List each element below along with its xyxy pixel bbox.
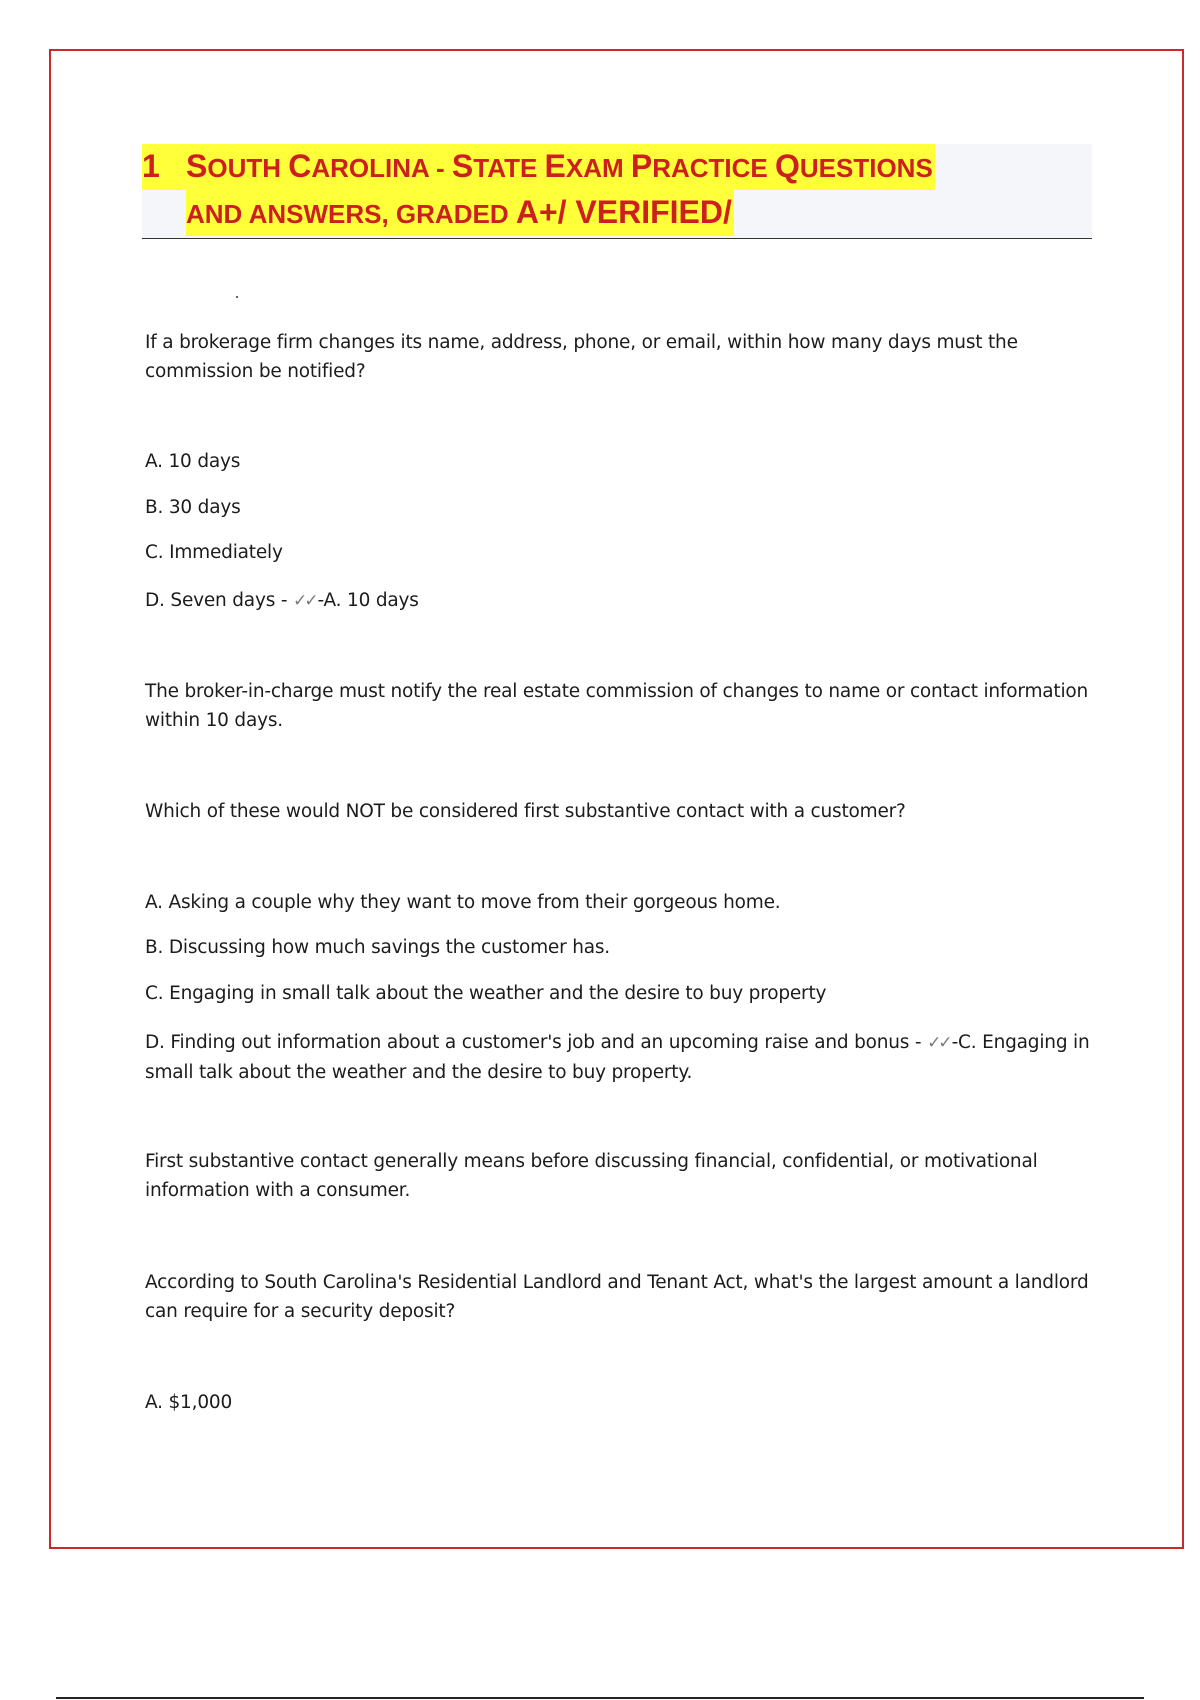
stray-dot xyxy=(236,296,238,298)
question-3: According to South Carolina's Residential Landlord and Tenant Act, what's the largest amount a landlord can require for a security deposit? xyxy=(145,1272,1089,1322)
title-line-2: AND ANSWERS, GRADED A+/ VERIFIED/ xyxy=(186,190,734,234)
q2-answer: -C. Engaging in small talk about the weather and the desire to buy property. xyxy=(145,1032,1090,1083)
double-check-icon: ✓✓ xyxy=(927,1033,950,1053)
q2-option-d: D. Finding out information about a customer's job and an upcoming raise and bonus - ✓✓ -C. Engaging in small talk about the weather and the desire to buy property. xyxy=(145,1028,1095,1087)
q2-explanation: First substantive contact generally means before discussing financial, confidential, or motivational information with a consumer. xyxy=(145,1151,1038,1201)
q3-option-a: A. $1,000 xyxy=(145,1392,233,1413)
question-1: If a brokerage firm changes its name, address, phone, or email, within how many days must the commission be notified? xyxy=(145,332,1018,382)
q2-option-c: C. Engaging in small talk about the weather and the desire to buy property xyxy=(145,983,827,1004)
footer-rule xyxy=(56,1697,1144,1699)
q2-option-a: A. Asking a couple why they want to move from their gorgeous home. xyxy=(145,892,781,913)
question-2: Which of these would NOT be considered first substantive contact with a customer? xyxy=(145,801,906,822)
q2-option-b: B. Discussing how much savings the customer has. xyxy=(145,937,610,958)
q1-answer: -A. 10 days xyxy=(317,590,419,611)
title-line-1: 1 SOUTH CAROLINA - STATE EXAM PRACTICE QUESTIONS xyxy=(142,144,935,188)
q1-explanation: The broker-in-charge must notify the real estate commission of changes to name or contact information within 10 days. xyxy=(145,681,1089,731)
title-number: 1 xyxy=(142,148,160,184)
double-check-icon: ✓✓ xyxy=(292,591,316,611)
q1-option-d: D. Seven days - ✓✓ -A. 10 days xyxy=(145,586,1095,616)
q1-option-a: A. 10 days xyxy=(145,451,241,472)
q1-option-c: C. Immediately xyxy=(145,542,283,563)
q1-option-b: B. 30 days xyxy=(145,497,241,518)
document-title xyxy=(142,144,1092,239)
